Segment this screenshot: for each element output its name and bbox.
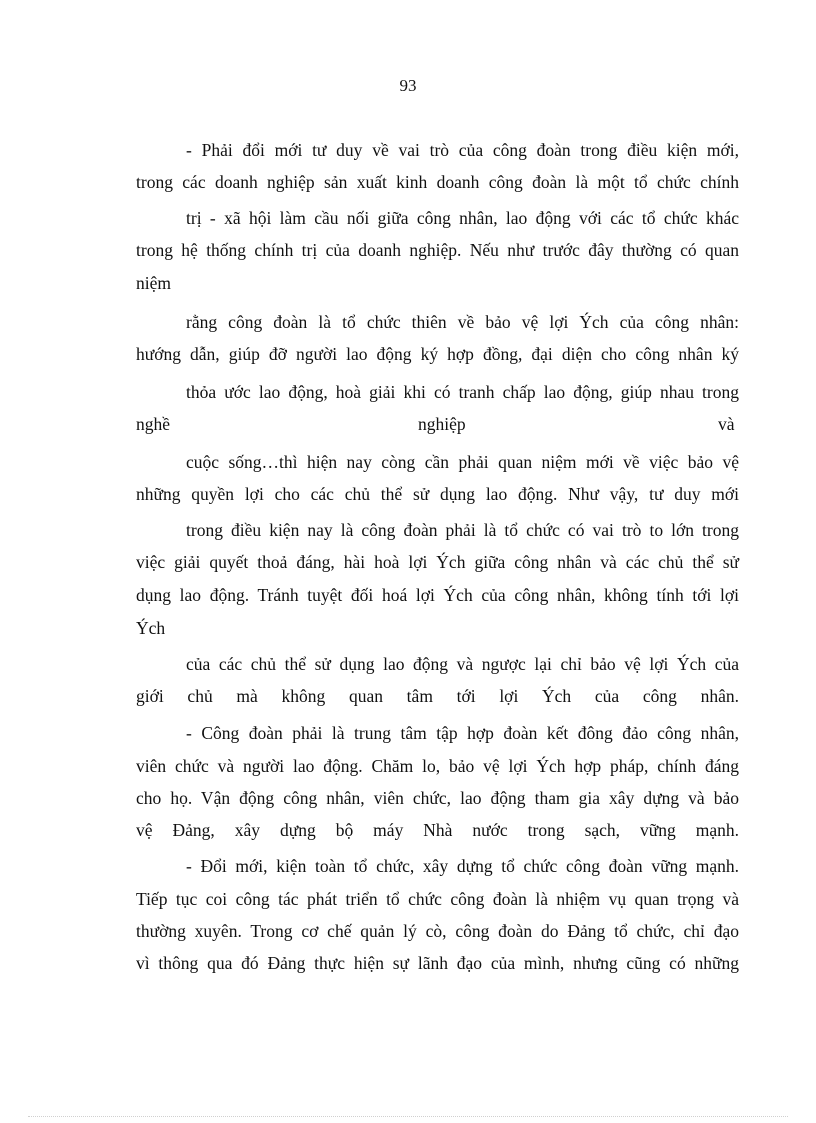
- text-line: cuộc sống…thì hiện nay còng cần phải quan niệm mới về việc bảo vệ: [186, 452, 739, 472]
- text-line: rằng công đoàn là tổ chức thiên về bảo vệ lợi Ých của công nhân:: [186, 312, 739, 332]
- text-line: trị - xã hội làm cầu nối giữa công nhân, lao động với các tổ chức khác: [186, 208, 739, 228]
- page-number: 93: [399, 76, 417, 95]
- text-line: - Phải đổi mới tư duy về vai trò của công đoàn trong điều kiện mới,: [186, 140, 739, 160]
- text-line: Ých: [136, 618, 166, 638]
- text-line: của các chủ thể sử dụng lao động và ngược lại chỉ bảo vệ lợi Ých của: [186, 654, 739, 674]
- text-line: hướng dẫn, giúp đỡ người lao động ký hợp đồng, đại diện cho công nhân ký: [136, 344, 739, 364]
- text-line: vệ Đảng, xây dựng bộ máy Nhà nước trong sạch, vững mạnh.: [136, 820, 739, 840]
- text-line: nghề: [136, 414, 171, 434]
- text-line: trong điều kiện nay là công đoàn phải là tổ chức có vai trò to lớn trong: [186, 520, 739, 540]
- text-line: - Đổi mới, kiện toàn tổ chức, xây dựng tổ chức công đoàn vững mạnh.: [186, 856, 739, 876]
- text-line: niệm: [136, 273, 171, 293]
- text-line: Tiếp tục coi công tác phát triển tổ chức công đoàn là nhiệm vụ quan trọng và: [136, 889, 739, 909]
- text-line: thỏa ước lao động, hoà giải khi có tranh chấp lao động, giúp nhau trong: [186, 382, 739, 402]
- text-line: cho họ. Vận động công nhân, viên chức, lao động tham gia xây dựng và bảo: [136, 788, 739, 808]
- text-line: vì thông qua đó Đảng thực hiện sự lãnh đạo của mình, nhưng cũng có những: [136, 953, 739, 973]
- page-bottom-rule: [28, 1116, 788, 1117]
- text-line: và: [718, 414, 735, 434]
- text-line: giới chủ mà không quan tâm tới lợi Ých của công nhân.: [136, 686, 739, 706]
- text-line: những quyền lợi cho các chủ thể sử dụng lao động. Như vậy, tư duy mới: [136, 484, 739, 504]
- text-line: dụng lao động. Tránh tuyệt đối hoá lợi Ých của công nhân, không tính tới lợi: [136, 585, 739, 605]
- text-line: thường xuyên. Trong cơ chế quản lý cò, công đoàn do Đảng tổ chức, chỉ đạo: [136, 921, 739, 941]
- text-line: nghiệp: [418, 414, 466, 434]
- text-line: trong các doanh nghiệp sản xuất kinh doanh công đoàn là một tổ chức chính: [136, 172, 739, 192]
- text-line: - Công đoàn phải là trung tâm tập hợp đoàn kết đông đảo công nhân,: [186, 723, 739, 743]
- text-line: việc giải quyết thoả đáng, hài hoà lợi Ých giữa công nhân và các chủ thể sử: [136, 552, 739, 572]
- text-line: viên chức và người lao động. Chăm lo, bảo vệ lợi Ých hợp pháp, chính đáng: [136, 756, 739, 776]
- text-line: trong hệ thống chính trị của doanh nghiệp. Nếu như trước đây thường có quan: [136, 240, 739, 260]
